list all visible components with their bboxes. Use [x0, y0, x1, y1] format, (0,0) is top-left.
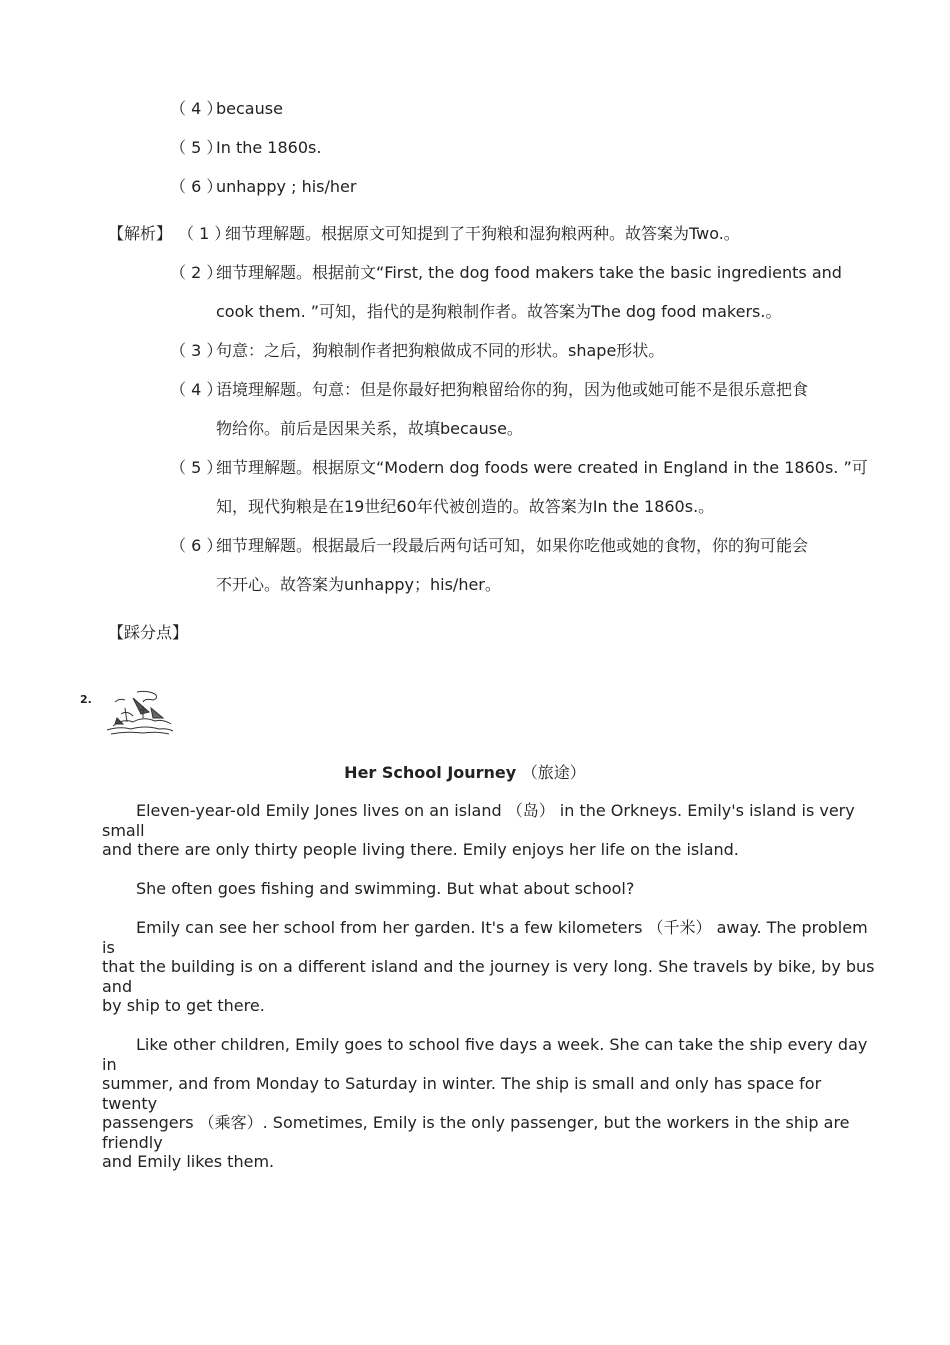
analysis-text: 句意：之后，狗粮制作者把狗粮做成不同的形状。shape形状。	[216, 341, 665, 360]
analysis-number: （ 1 ）	[178, 224, 231, 243]
answer-text: because	[216, 99, 283, 118]
passage-line: She often goes fishing and swimming. But what about school?	[136, 879, 635, 898]
passage-line: passengers （乘客）. Sometimes, Emily is the only passenger, but the workers in the ship are friendly	[102, 1113, 850, 1152]
analysis-label: 【解析】	[108, 224, 173, 243]
score-points-label: 【踩分点】	[108, 623, 189, 642]
answer-number: （ 6 ）	[170, 177, 223, 196]
analysis-text: 细节理解题。根据前文“First, the dog food makers take the basic ingredients and	[216, 263, 842, 282]
passage-line: and Emily likes them.	[102, 1152, 275, 1171]
answer-text: unhappy ; his/her	[216, 177, 357, 196]
island-ship-illustration-icon	[103, 688, 175, 736]
answer-text: In the 1860s.	[216, 138, 322, 157]
passage-title	[0, 763, 930, 783]
passage-line: by ship to get there.	[102, 996, 265, 1015]
analysis-number: （ 4 ）	[170, 380, 223, 399]
passage-title-note: （旅途）	[521, 763, 586, 782]
analysis-number: （ 2 ）	[170, 263, 223, 282]
analysis-text: 细节理解题。根据最后一段最后两句话可知，如果你吃他或她的食物，你的狗可能会	[216, 536, 809, 555]
answer-number: （ 5 ）	[170, 138, 223, 157]
analysis-text: 细节理解题。根据原文“Modern dog foods were created in England in the 1860s. ”可	[216, 458, 868, 477]
analysis-text: 物给你。前后是因果关系，故填because。	[216, 419, 523, 438]
analysis-number: （ 6 ）	[170, 536, 223, 555]
passage-line: Eleven-year-old Emily Jones lives on an island （岛） in the Orkneys. Emily's island is very small	[102, 801, 855, 840]
passage-line: and there are only thirty people living there. Emily enjoys her life on the island.	[102, 840, 739, 859]
analysis-number: （ 3 ）	[170, 341, 223, 360]
passage-line: summer, and from Monday to Saturday in winter. The ship is small and only has space for twenty	[102, 1074, 822, 1113]
analysis-text: 不开心。故答案为unhappy；his/her。	[216, 575, 501, 594]
answer-number: （ 4 ）	[170, 99, 223, 118]
analysis-text: 知，现代狗粮是在19世纪60年代被创造的。故答案为In the 1860s.。	[216, 497, 715, 516]
analysis-text: 细节理解题。根据原文可知提到了干狗粮和湿狗粮两种。故答案为Two.。	[225, 224, 740, 243]
question-number: 2.	[80, 693, 92, 706]
analysis-text: cook them. ”可知，指代的是狗粮制作者。故答案为The dog food makers.。	[216, 302, 782, 321]
passage-title-text: Her School Journey	[344, 763, 517, 782]
analysis-text: 语境理解题。句意：但是你最好把狗粮留给你的狗，因为他或她可能不是很乐意把食	[216, 380, 809, 399]
analysis-number: （ 5 ）	[170, 458, 223, 477]
passage-line: Emily can see her school from her garden. It's a few kilometers （千米） away. The problem is	[102, 918, 868, 957]
passage-line: that the building is on a different island and the journey is very long. She travels by bike, by bus and	[102, 957, 875, 996]
passage-line: Like other children, Emily goes to school five days a week. She can take the ship every day in	[102, 1035, 868, 1074]
